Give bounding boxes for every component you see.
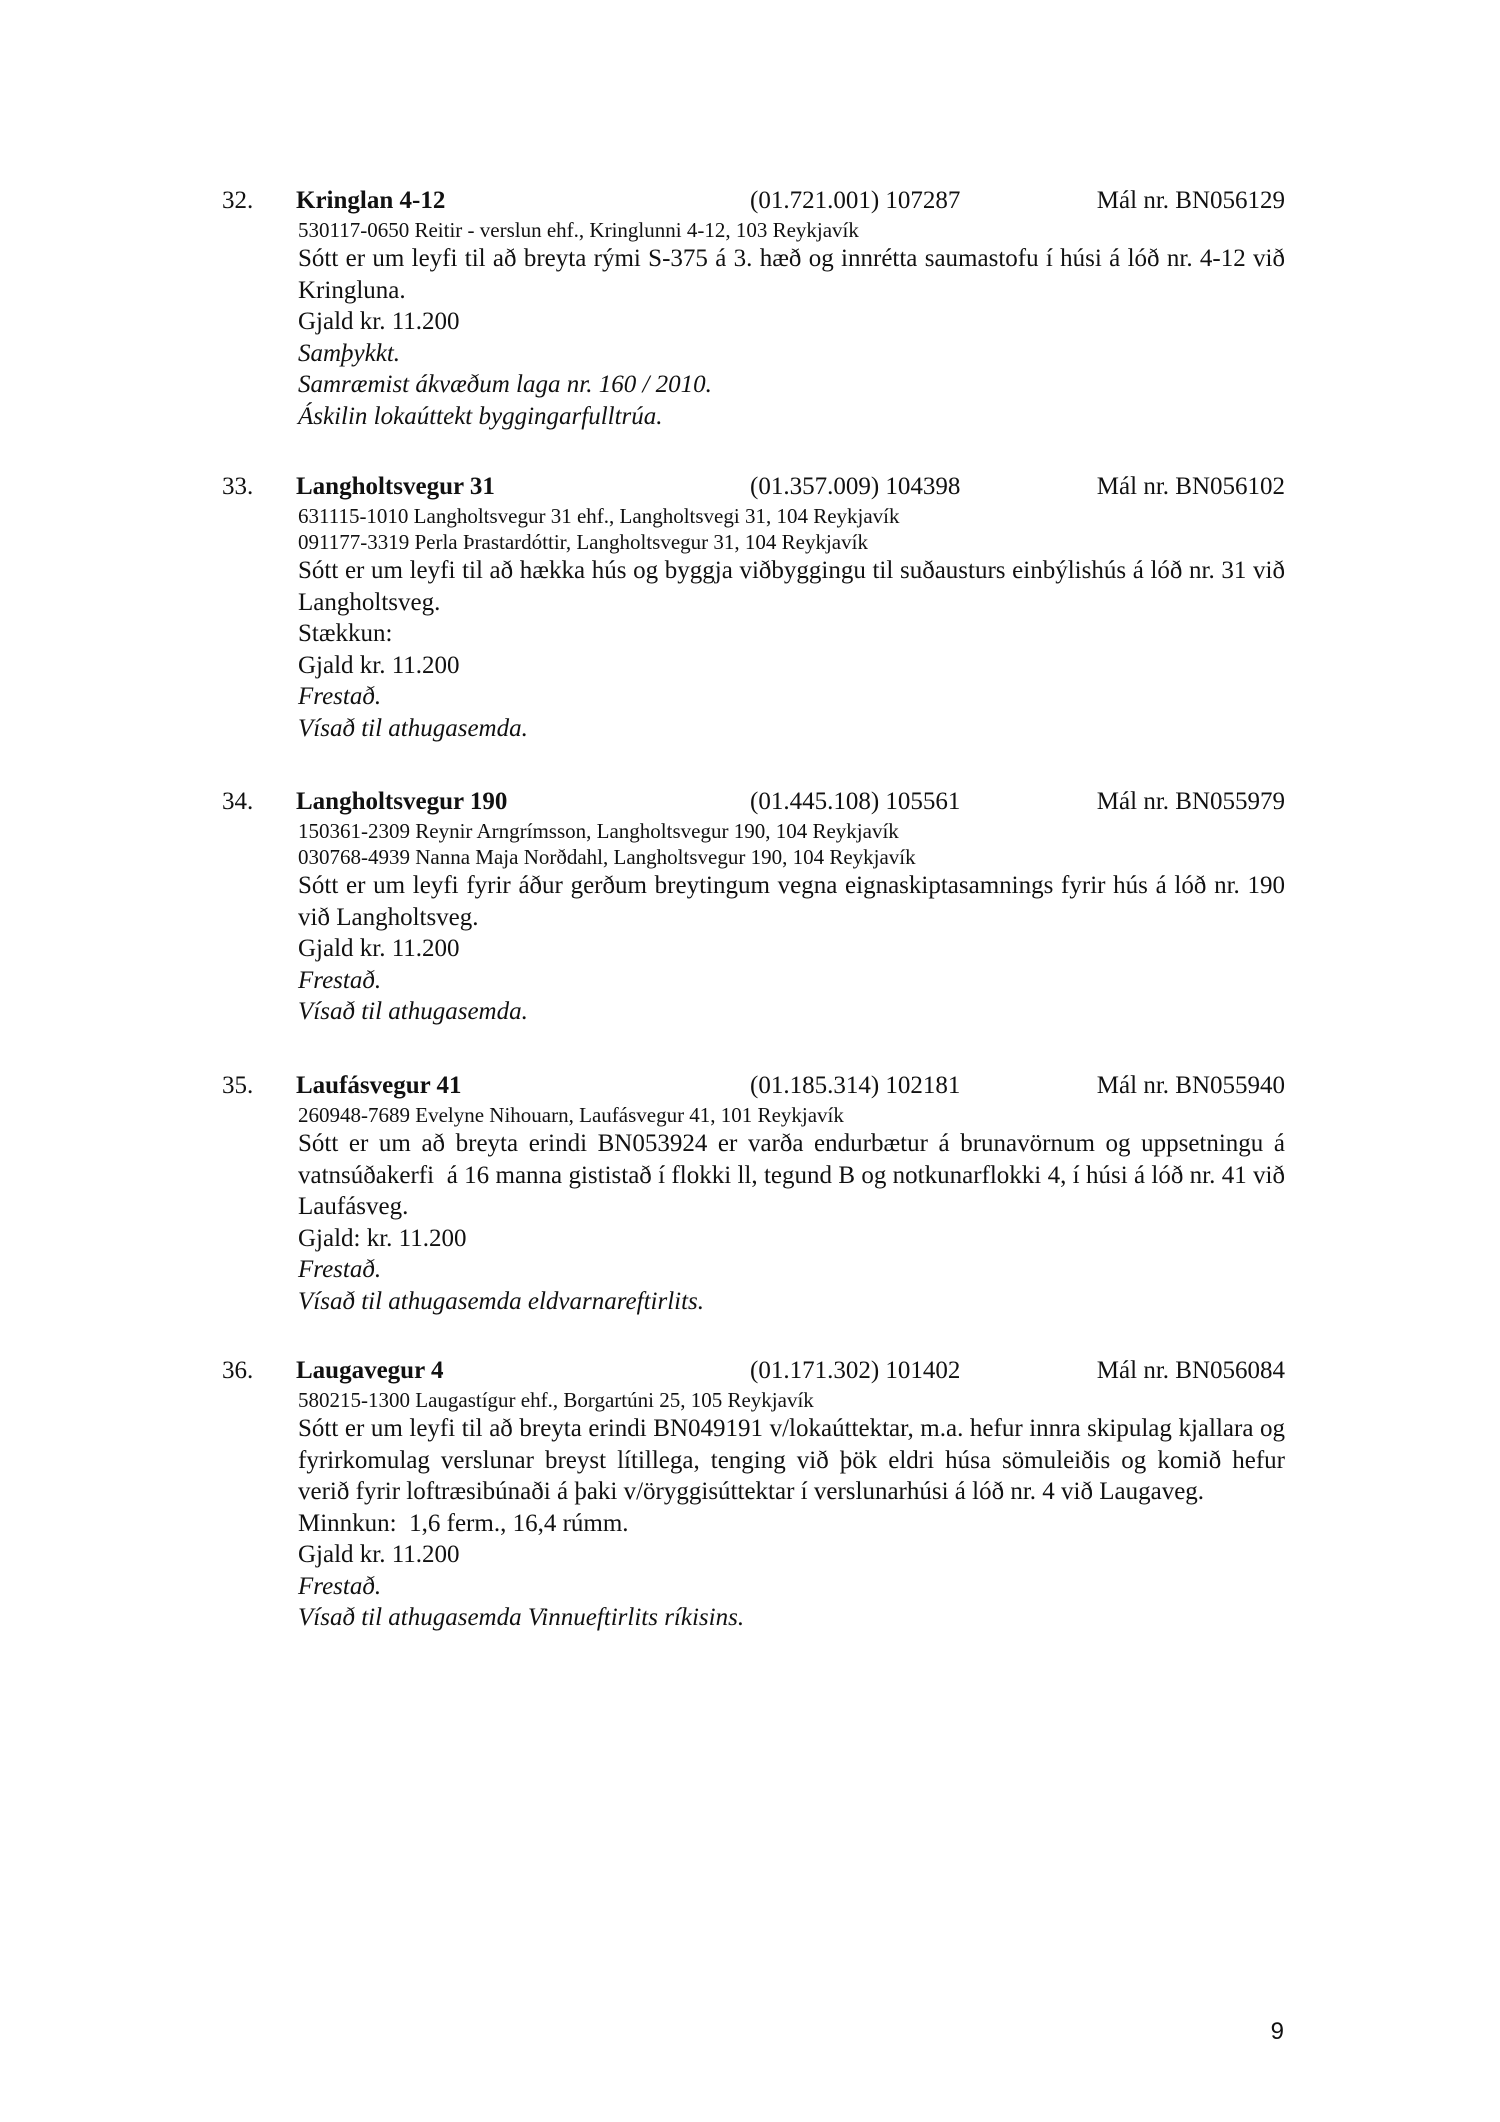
decision-note: Vísað til athugasemda Vinnueftirlits ríkisins. bbox=[298, 1604, 745, 1631]
case-number: 34. bbox=[222, 788, 254, 815]
fee-line: Gjald kr. 11.200 bbox=[298, 1541, 460, 1568]
case-body bbox=[298, 1387, 1285, 1634]
decision-note: Vísað til athugasemda eldvarnareftirlits. bbox=[298, 1287, 705, 1315]
case-body bbox=[298, 818, 1285, 1028]
case-number: 36. bbox=[222, 1357, 254, 1384]
case-header bbox=[222, 185, 1285, 217]
applicant: 580215-1300 Laugastígur ehf., Borgartúni 25, 105 Reykjavík bbox=[298, 1388, 814, 1412]
fee-line: Gjald: kr. 11.200 bbox=[298, 1224, 467, 1252]
case-number-ref: Mál nr. BN056102 bbox=[1096, 473, 1285, 500]
case-address: Laufásvegur 41 bbox=[296, 1072, 462, 1099]
fee-line: Gjald kr. 11.200 bbox=[298, 935, 460, 962]
case-address: Laugavegur 4 bbox=[296, 1357, 444, 1384]
property-reference: (01.721.001) 107287 bbox=[750, 187, 961, 214]
decision: Samþykkt. bbox=[298, 339, 401, 367]
case-description: Sótt er um leyfi til að breyta erindi BN049191 v/lokaúttektar, m.a. hefur innra skipulag kjallara og fyrirkomulag verslunar breyst lítillega, tenging við þök eldri húsa sömuleiðis og komið hefur verið fyrir loftræsibúnaði á þaki v/öryggisúttektar í verslunarhúsi á lóð nr. 4 við Laugaveg. bbox=[298, 1415, 1285, 1505]
page-number: 9 bbox=[1270, 2018, 1284, 2045]
decision: Frestað. bbox=[298, 1572, 382, 1600]
applicant: 631115-1010 Langholtsvegur 31 ehf., Langholtsvegi 31, 104 Reykjavík bbox=[298, 504, 900, 528]
case-entry bbox=[222, 1070, 1292, 1317]
decision: Frestað. bbox=[298, 966, 382, 994]
decision: Frestað. bbox=[298, 1256, 382, 1283]
case-body bbox=[298, 1102, 1292, 1317]
case-number: 32. bbox=[222, 187, 254, 214]
case-number: 35. bbox=[222, 1072, 254, 1099]
case-body bbox=[298, 217, 1285, 432]
property-reference: (01.445.108) 105561 bbox=[750, 788, 961, 815]
case-header bbox=[222, 1070, 1285, 1102]
case-address: Kringlan 4-12 bbox=[296, 187, 446, 214]
case-header bbox=[222, 1355, 1285, 1387]
size-change-line: Stækkun: bbox=[298, 620, 393, 647]
case-number-ref: Mál nr. BN055979 bbox=[1096, 788, 1285, 815]
fee-line: Gjald kr. 11.200 bbox=[298, 651, 460, 679]
decision-note: Vísað til athugasemda. bbox=[298, 998, 528, 1025]
case-number: 33. bbox=[222, 473, 254, 500]
case-body bbox=[298, 503, 1285, 744]
case-header bbox=[222, 471, 1285, 503]
case-number-ref: Mál nr. BN055940 bbox=[1096, 1072, 1285, 1099]
property-reference: (01.185.314) 102181 bbox=[750, 1072, 961, 1099]
decision-note: Vísað til athugasemda. bbox=[298, 714, 528, 742]
case-address: Langholtsvegur 190 bbox=[296, 788, 508, 815]
property-reference: (01.357.009) 104398 bbox=[750, 473, 961, 500]
size-change-line: Minnkun: 1,6 ferm., 16,4 rúmm. bbox=[298, 1509, 629, 1537]
case-number-ref: Mál nr. BN056084 bbox=[1096, 1357, 1285, 1384]
applicant: 030768-4939 Nanna Maja Norðdahl, Langholtsvegur 190, 104 Reykjavík bbox=[298, 845, 916, 869]
applicant: 150361-2309 Reynir Arngrímsson, Langholtsvegur 190, 104 Reykjavík bbox=[298, 819, 899, 843]
applicant: 260948-7689 Evelyne Nihouarn, Laufásvegur 41, 101 Reykjavík bbox=[298, 1103, 844, 1127]
property-reference: (01.171.302) 101402 bbox=[750, 1357, 961, 1384]
fee-line: Gjald kr. 11.200 bbox=[298, 308, 460, 335]
applicant: 091177-3319 Perla Þrastardóttir, Langholtsvegur 31, 104 Reykjavík bbox=[298, 530, 868, 554]
applicant: 530117-0650 Reitir - verslun ehf., Kringlunni 4-12, 103 Reykjavík bbox=[298, 218, 859, 242]
case-entry bbox=[222, 185, 1285, 432]
case-entry bbox=[222, 1355, 1285, 1634]
decision-note: Samræmist ákvæðum laga nr. 160 / 2010. bbox=[298, 371, 712, 398]
case-address: Langholtsvegur 31 bbox=[296, 473, 495, 500]
case-entry bbox=[222, 786, 1285, 1028]
decision-note: Áskilin lokaúttekt byggingarfulltrúa. bbox=[298, 402, 663, 430]
case-description: Sótt er um leyfi til að hækka hús og byggja viðbyggingu til suðausturs einbýlishús á lóð nr. 31 við Langholtsveg. bbox=[298, 557, 1285, 616]
case-description: Sótt er um leyfi til að breyta rými S-375 á 3. hæð og innrétta saumastofu í húsi á lóð nr. 4-12 við Kringluna. bbox=[298, 245, 1285, 304]
case-header bbox=[222, 786, 1285, 818]
case-entry bbox=[222, 471, 1285, 744]
case-description: Sótt er um að breyta erindi BN053924 er varða endurbætur á brunavörnum og uppsetningu á vatnsúðakerfi á 16 manna gististað í flokki ll, tegund B og notkunarflokki 4, í húsi á lóð nr. 41 við Laufásveg. bbox=[298, 1130, 1292, 1220]
case-description: Sótt er um leyfi fyrir áður gerðum breytingum vegna eignaskiptasamnings fyrir hús á lóð nr. 190 við Langholtsveg. bbox=[298, 872, 1285, 931]
decision: Frestað. bbox=[298, 683, 382, 710]
case-number-ref: Mál nr. BN056129 bbox=[1096, 187, 1285, 214]
